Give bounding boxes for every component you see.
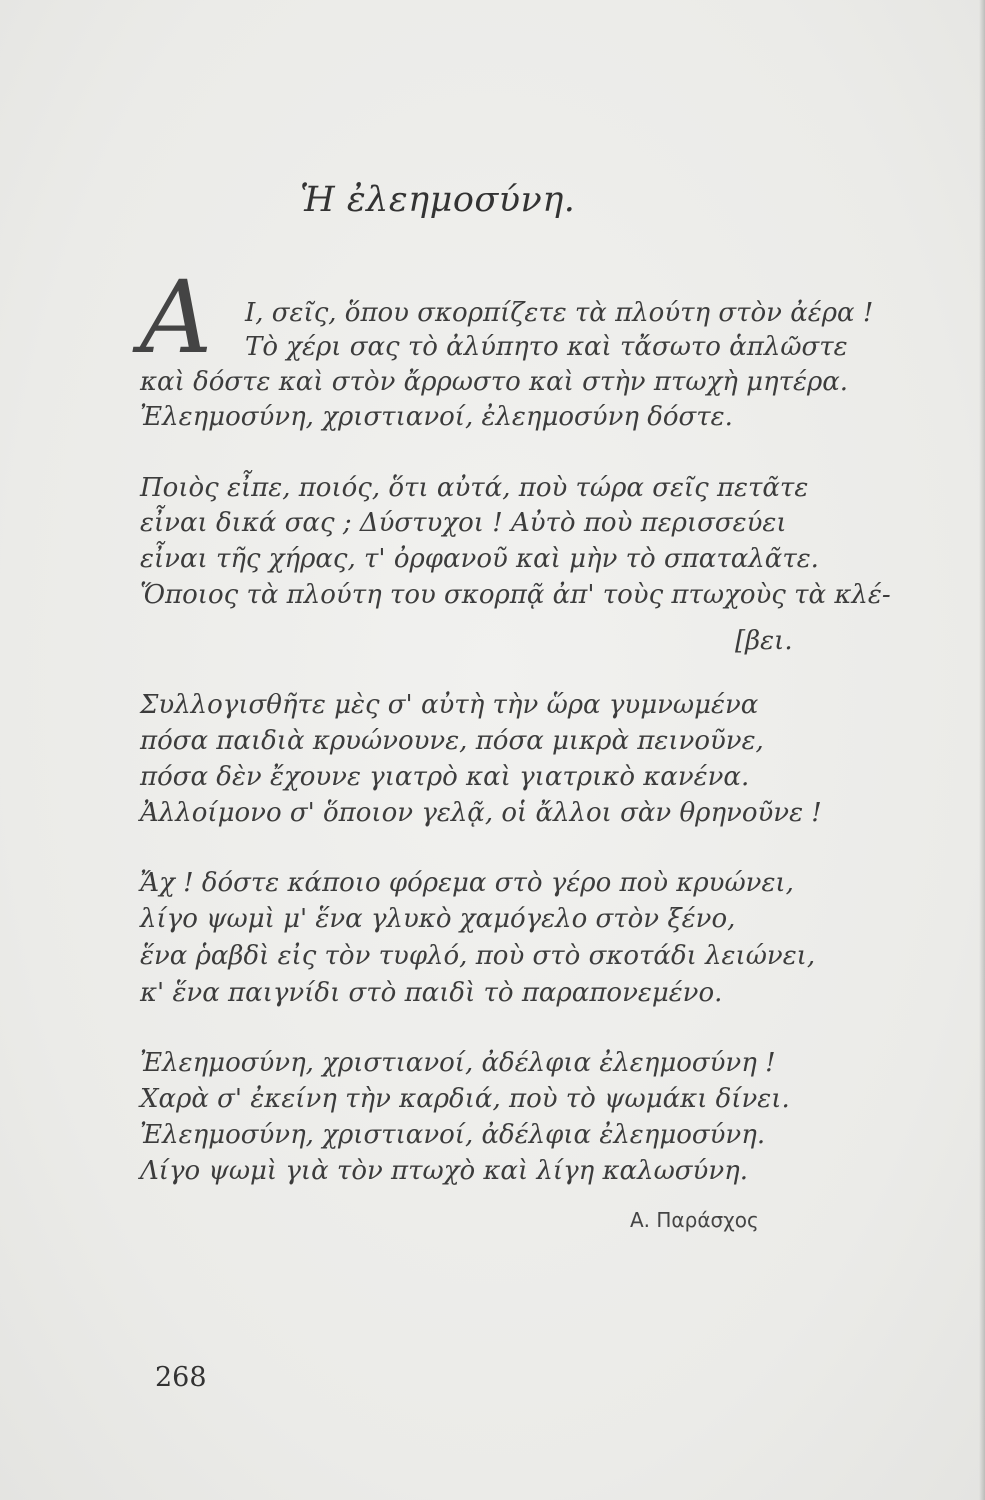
poem-line: Ι, σεῖς, ὅπου σκορπίζετε τὰ πλούτη στὸν ἀέρα !	[245, 298, 874, 328]
poem-line: Ποιὸς εἶπε, ποιός, ὅτι αὐτά, ποὺ τώρα σεῖς πετᾶτε	[140, 473, 809, 503]
poem-line: Ἐλεημοσύνη, χριστιανοί, ἐλεημοσύνη δόστε.	[140, 402, 733, 432]
poem-line: Χαρὰ σ' ἐκείνη τὴν καρδιά, ποὺ τὸ ψωμάκι δίνει.	[140, 1084, 790, 1114]
poem-line: πόσα παιδιὰ κρυώνουνε, πόσα μικρὰ πεινοῦνε,	[140, 726, 764, 756]
poem-line: Ἀλλοίμονο σ' ὅποιον γελᾷ, οἱ ἄλλοι σὰν θρηνοῦνε !	[140, 798, 822, 828]
poem-title: Ἡ ἐλεημοσύνη.	[300, 180, 576, 220]
drop-cap: Α	[140, 259, 213, 376]
page-number: 268	[155, 1362, 207, 1393]
poem-line: Λίγο ψωμὶ γιὰ τὸν πτωχὸ καὶ λίγη καλωσύνη.	[140, 1156, 748, 1186]
poem-line: [βει.	[735, 626, 793, 656]
author-signature: Α. Παράσχος	[630, 1208, 759, 1232]
poem-line: Ἄχ ! δόστε κάποιο φόρεμα στὸ γέρο ποὺ κρυώνει,	[140, 868, 794, 898]
poem-line: πόσα δὲν ἔχουνε γιατρὸ καὶ γιατρικὸ κανένα.	[140, 762, 750, 792]
poem-line: Τὸ χέρι σας τὸ ἀλύπητο καὶ τἄσωτο ἁπλῶστε	[245, 332, 848, 362]
poem-line: εἶναι δικά σας ; Δύστυχοι ! Αὐτὸ ποὺ περισσεύει	[140, 508, 787, 538]
poem-line: εἶναι τῆς χήρας, τ' ὀρφανοῦ καὶ μὴν τὸ σπαταλᾶτε.	[140, 544, 819, 574]
poem-line: ἕνα ῥαβδὶ εἰς τὸν τυφλό, ποὺ στὸ σκοτάδι λειώνει,	[140, 941, 816, 971]
poem-line: Ἐλεημοσύνη, χριστιανοί, ἀδέλφια ἐλεημοσύνη.	[140, 1120, 766, 1150]
poem-line: καὶ δόστε καὶ στὸν ἄρρωστο καὶ στὴν πτωχὴ μητέρα.	[140, 367, 849, 397]
page-edge-shadow	[979, 0, 985, 1500]
poem-line: κ' ἕνα παιγνίδι στὸ παιδὶ τὸ παραπονεμένο.	[140, 978, 723, 1008]
poem-line: Ἐλεημοσύνη, χριστιανοί, ἀδέλφια ἐλεημοσύνη !	[140, 1048, 776, 1078]
poem-line: Ὅποιος τὰ πλούτη του σκορπᾷ ἀπ' τοὺς πτωχοὺς τὰ κλέ-	[140, 580, 891, 610]
poem-line: Συλλογισθῆτε μὲς σ' αὐτὴ τὴν ὥρα γυμνωμένα	[140, 690, 759, 720]
poem-line: λίγο ψωμὶ μ' ἕνα γλυκὸ χαμόγελο στὸν ξένο,	[140, 904, 736, 934]
